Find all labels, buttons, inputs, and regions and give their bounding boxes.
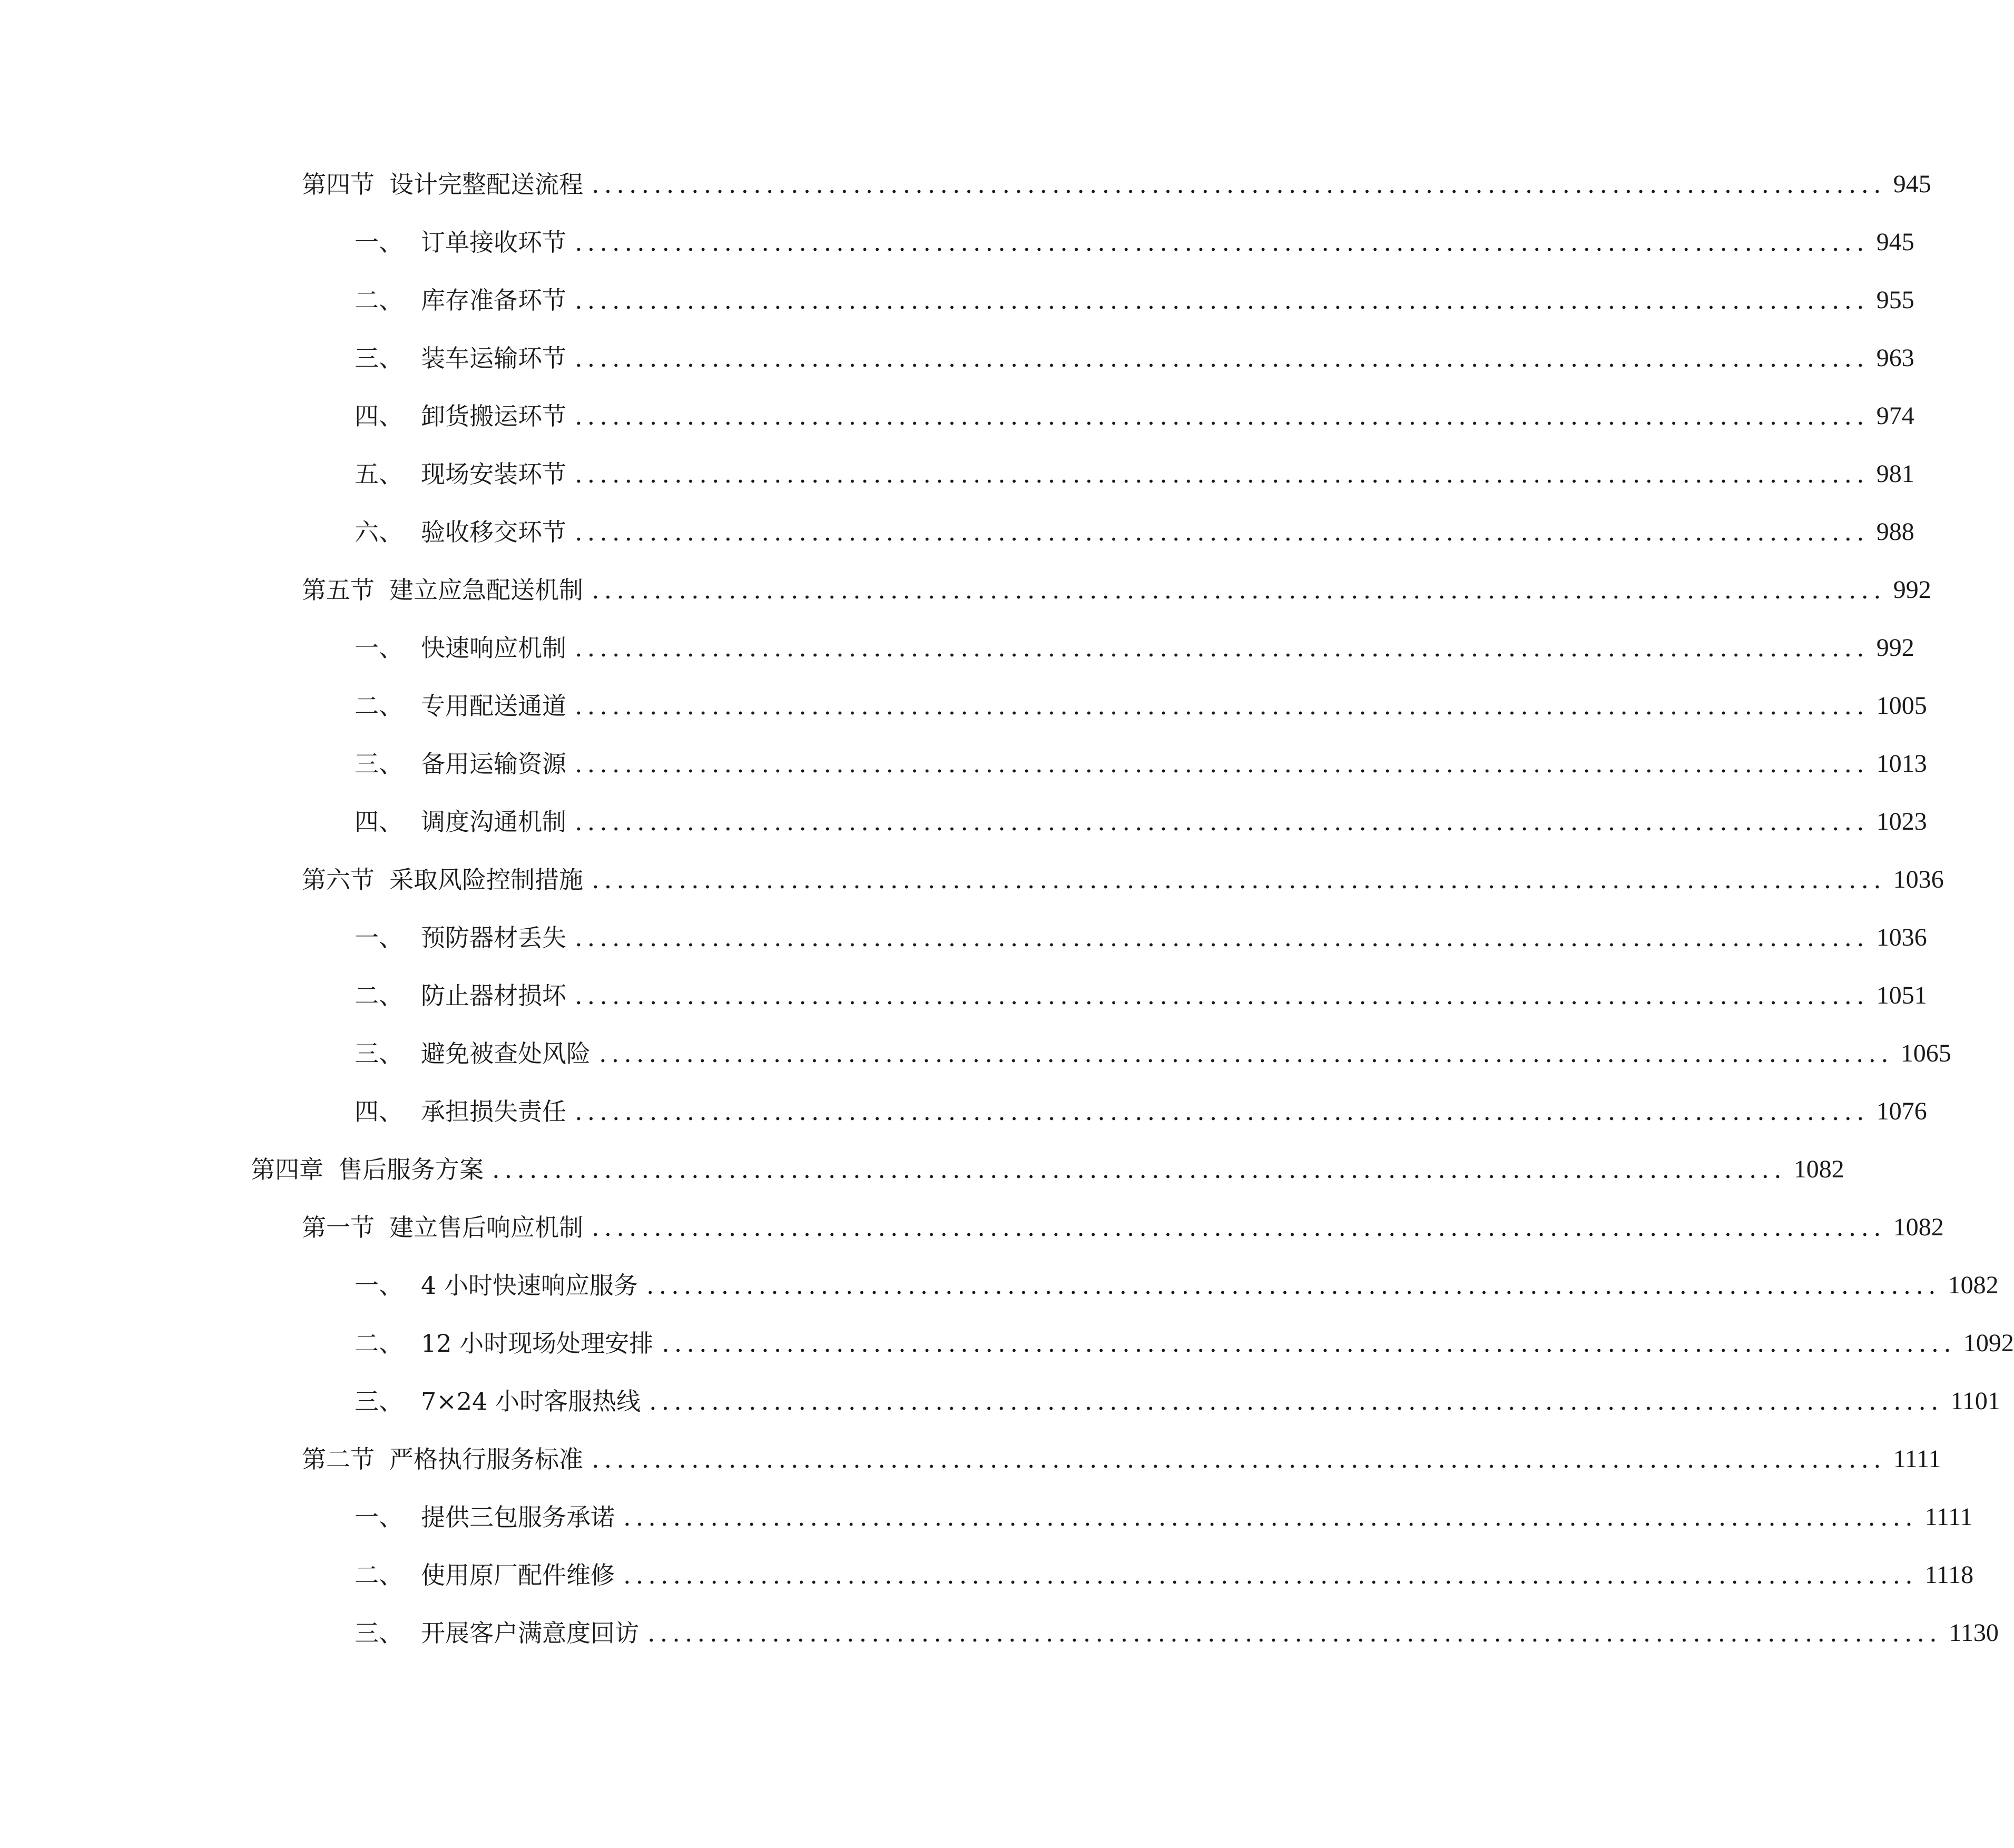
toc-leader-dots: ........................................................................................................ bbox=[592, 1445, 1886, 1473]
toc-entry-item[interactable] bbox=[355, 801, 1927, 843]
toc-page-number: 1130 bbox=[1949, 1619, 1999, 1647]
toc-number: 四、 bbox=[355, 1097, 403, 1126]
toc-leader-dots: ........................................................................................................ bbox=[646, 1271, 1941, 1300]
toc-title: 开展客户满意度回访 bbox=[421, 1619, 639, 1647]
toc-page-number: 1005 bbox=[1876, 692, 1927, 720]
toc-page-number: 1023 bbox=[1876, 808, 1927, 835]
toc-number: 三、 bbox=[355, 344, 403, 372]
toc-page-number: 1082 bbox=[1948, 1271, 1999, 1299]
toc-page-number: 1065 bbox=[1900, 1039, 1951, 1067]
toc-number: 二、 bbox=[355, 1329, 403, 1358]
toc-title: 承担损失责任 bbox=[421, 1097, 566, 1126]
toc-number: 第六节 bbox=[302, 866, 375, 894]
toc-entry-item[interactable] bbox=[355, 917, 1927, 959]
toc-leader-dots: ........................................................................................................ bbox=[575, 460, 1869, 488]
toc-title: 备用运输资源 bbox=[421, 750, 566, 778]
toc-leader-dots: ........................................................................................................ bbox=[575, 228, 1869, 257]
toc-leader-dots: ........................................................................................................ bbox=[575, 402, 1869, 430]
toc-entry-item[interactable] bbox=[355, 1033, 1951, 1075]
toc-leader-dots: ........................................................................................................ bbox=[575, 286, 1869, 314]
toc-title: 卸货搬运环节 bbox=[421, 402, 566, 430]
toc-entry-item[interactable] bbox=[355, 1380, 2000, 1422]
toc-title: 采取风险控制措施 bbox=[389, 866, 583, 894]
toc-number: 第五节 bbox=[302, 576, 375, 604]
toc-page-number: 1118 bbox=[1924, 1561, 1974, 1589]
toc-leader-dots: ........................................................................................................ bbox=[592, 576, 1886, 604]
toc-number: 二、 bbox=[355, 692, 403, 720]
toc-entry-item[interactable] bbox=[355, 1612, 1999, 1654]
toc-leader-dots: ........................................................................................................ bbox=[623, 1503, 1918, 1531]
toc-number: 第二节 bbox=[302, 1445, 375, 1473]
toc-entry-item[interactable] bbox=[355, 1322, 2014, 1364]
toc-page-number: 1111 bbox=[1924, 1503, 1973, 1531]
toc-leader-dots: ........................................................................................................ bbox=[492, 1155, 1786, 1184]
toc-entry-item[interactable] bbox=[355, 511, 1914, 553]
toc-number: 三、 bbox=[355, 1039, 403, 1068]
toc-number: 一、 bbox=[355, 1503, 403, 1531]
toc-entry-item[interactable] bbox=[355, 453, 1914, 495]
toc-entry-item[interactable] bbox=[355, 975, 1927, 1017]
toc-title: 严格执行服务标准 bbox=[389, 1445, 583, 1473]
toc-number: 六、 bbox=[355, 518, 403, 546]
toc-number: 四、 bbox=[355, 808, 403, 836]
toc-page-number: 1051 bbox=[1876, 981, 1927, 1009]
toc-title: 12 小时现场处理安排 bbox=[421, 1329, 654, 1358]
toc-number: 二、 bbox=[355, 1561, 403, 1589]
toc-page-number: 988 bbox=[1876, 518, 1914, 546]
toc-leader-dots: ........................................................................................................ bbox=[575, 344, 1869, 372]
toc-title: 建立应急配送机制 bbox=[389, 576, 583, 604]
toc-page-number: 1082 bbox=[1893, 1213, 1944, 1241]
toc-leader-dots: ........................................................................................................ bbox=[575, 808, 1869, 836]
toc-title: 使用原厂配件维修 bbox=[421, 1561, 615, 1589]
toc-page-number: 992 bbox=[1893, 576, 1931, 604]
toc-entry-section[interactable] bbox=[302, 1438, 1941, 1480]
toc-leader-dots: ........................................................................................................ bbox=[575, 923, 1869, 952]
toc-title: 售后服务方案 bbox=[338, 1155, 484, 1184]
toc-leader-dots: ........................................................................................................ bbox=[592, 170, 1886, 199]
toc-leader-dots: ........................................................................................................ bbox=[575, 634, 1869, 662]
toc-page-number: 1036 bbox=[1893, 866, 1944, 893]
toc-page-number: 1036 bbox=[1876, 923, 1927, 951]
toc-title: 7×24 小时客服热线 bbox=[421, 1387, 641, 1416]
toc-title: 建立售后响应机制 bbox=[389, 1213, 583, 1242]
toc-number: 五、 bbox=[355, 460, 403, 488]
toc-title: 调度沟通机制 bbox=[421, 808, 566, 836]
toc-number: 一、 bbox=[355, 634, 403, 662]
toc-number: 一、 bbox=[355, 228, 403, 257]
toc-title: 订单接收环节 bbox=[421, 228, 566, 257]
toc-entry-section[interactable] bbox=[302, 859, 1944, 901]
toc-leader-dots: ........................................................................................................ bbox=[575, 692, 1869, 720]
toc-page-number: 1076 bbox=[1876, 1097, 1927, 1125]
toc-entry-item[interactable] bbox=[355, 395, 1914, 437]
toc-leader-dots: ........................................................................................................ bbox=[592, 1213, 1886, 1242]
toc-number: 一、 bbox=[355, 923, 403, 952]
toc-entry-item[interactable] bbox=[355, 1090, 1927, 1133]
toc-entry-chapter[interactable] bbox=[251, 1148, 1844, 1191]
toc-number: 三、 bbox=[355, 1387, 403, 1416]
toc-number: 三、 bbox=[355, 1619, 403, 1647]
toc-page-number: 974 bbox=[1876, 402, 1914, 430]
toc-number: 二、 bbox=[355, 286, 403, 314]
toc-page-number: 945 bbox=[1893, 170, 1931, 198]
toc-entry-item[interactable] bbox=[355, 279, 1914, 321]
toc-page-number: 945 bbox=[1876, 228, 1914, 256]
toc-entry-item[interactable] bbox=[355, 1496, 1973, 1538]
toc-title: 设计完整配送流程 bbox=[389, 170, 583, 199]
toc-page-number: 955 bbox=[1876, 286, 1914, 314]
toc-leader-dots: ........................................................................................................ bbox=[662, 1329, 1956, 1358]
toc-page-number: 981 bbox=[1876, 460, 1914, 488]
toc-title: 库存准备环节 bbox=[421, 286, 566, 314]
toc-title: 装车运输环节 bbox=[421, 344, 566, 372]
toc-leader-dots: ........................................................................................................ bbox=[575, 518, 1869, 546]
toc-entry-item[interactable] bbox=[355, 1264, 1999, 1306]
toc-number: 第四章 bbox=[251, 1155, 323, 1184]
toc-title: 提供三包服务承诺 bbox=[421, 1503, 615, 1531]
toc-number: 第一节 bbox=[302, 1213, 375, 1242]
toc-title: 预防器材丢失 bbox=[421, 923, 566, 952]
toc-leader-dots: ........................................................................................................ bbox=[623, 1561, 1918, 1589]
toc-leader-dots: ........................................................................................................ bbox=[575, 981, 1869, 1010]
toc-number: 第四节 bbox=[302, 170, 375, 199]
toc-leader-dots: ........................................................................................................ bbox=[649, 1387, 1943, 1416]
toc-entry-section[interactable] bbox=[302, 163, 1931, 205]
toc-title: 验收移交环节 bbox=[421, 518, 566, 546]
toc-leader-dots: ........................................................................................................ bbox=[575, 1097, 1869, 1126]
toc-number: 四、 bbox=[355, 402, 403, 430]
toc-page-number: 1111 bbox=[1893, 1445, 1941, 1473]
toc-title: 防止器材损坏 bbox=[421, 981, 566, 1010]
toc-entry-section[interactable] bbox=[302, 569, 1931, 611]
toc-entry-section[interactable] bbox=[302, 1206, 1944, 1249]
toc-entry-item[interactable] bbox=[355, 1554, 1974, 1596]
toc-entry-item[interactable] bbox=[355, 221, 1914, 263]
toc-page-number: 1092 bbox=[1963, 1329, 2014, 1357]
toc-title: 专用配送通道 bbox=[421, 692, 566, 720]
toc-number: 三、 bbox=[355, 750, 403, 778]
toc-number: 二、 bbox=[355, 981, 403, 1010]
toc-entry-item[interactable] bbox=[355, 685, 1927, 727]
toc-page-number: 1013 bbox=[1876, 750, 1927, 778]
toc-leader-dots: ........................................................................................................ bbox=[647, 1619, 1942, 1647]
toc-page-number: 1101 bbox=[1950, 1387, 2000, 1415]
toc-title: 现场安装环节 bbox=[421, 460, 566, 488]
toc-title: 避免被查处风险 bbox=[421, 1039, 591, 1068]
toc-entry-item[interactable] bbox=[355, 337, 1914, 379]
toc-entry-item[interactable] bbox=[355, 743, 1927, 785]
toc-number: 一、 bbox=[355, 1271, 403, 1300]
toc-leader-dots: ........................................................................................................ bbox=[599, 1039, 1893, 1068]
toc-page-number: 963 bbox=[1876, 344, 1914, 372]
toc-title: 快速响应机制 bbox=[421, 634, 566, 662]
toc-leader-dots: ........................................................................................................ bbox=[575, 750, 1869, 778]
toc-title: 4 小时快速响应服务 bbox=[421, 1271, 638, 1300]
toc-page-number: 992 bbox=[1876, 634, 1914, 662]
toc-leader-dots: ........................................................................................................ bbox=[592, 866, 1886, 894]
toc-page-number: 1082 bbox=[1793, 1155, 1844, 1183]
toc-entry-item[interactable] bbox=[355, 627, 1914, 669]
